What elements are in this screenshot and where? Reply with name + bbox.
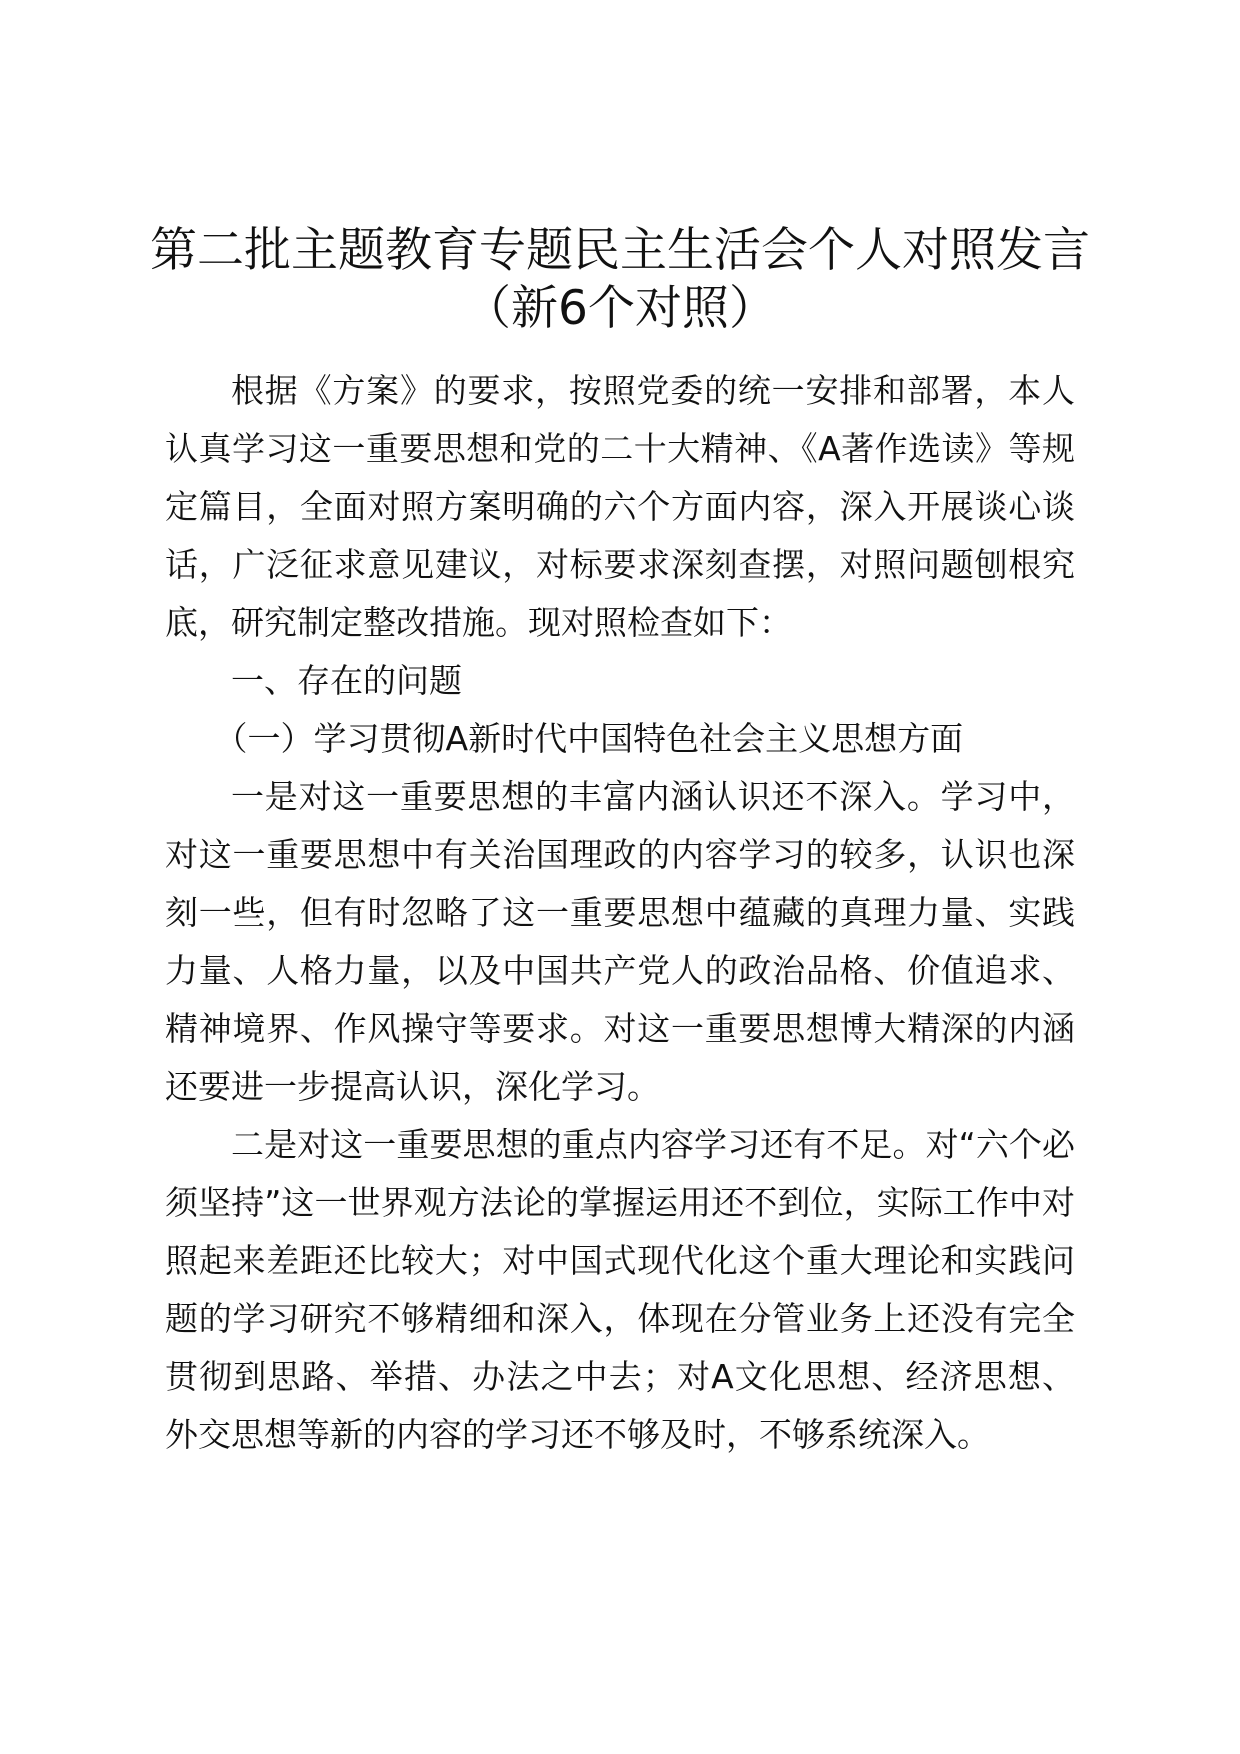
body-paragraph: 一是对这一重要思想的丰富内涵认识还不深入。学习中，对这一重要思想中有关治国理政的内容学习的较多，认识也深刻一些，但有时忽略了这一重要思想中蕴藏的真理力量、实践力量、人格力量，以及中国共产党人的政治品格、价值追求、精神境界、作风操守等要求。对这一重要思想博大精深的内涵还要进一步提高认识，深化学习。 [165,777,1075,1106]
title-line-1: 第二批主题教育专题民主生活会个人对照发言 [150,223,1090,278]
document-body [165,362,1075,1464]
body-paragraph: 二是对这一重要思想的重点内容学习还有不足。对“六个必须坚持”这一世界观方法论的掌握运用还不到位，实际工作中对照起来差距还比较大；对中国式现代化这个重大理论和实践问题的学习研究不够精细和深入，体现在分管业务上还没有完全贯彻到思路、举措、办法之中去；对A文化思想、经济思想、外交思想等新的内容的学习还不够及时，不够系统深入。 [165,1125,1075,1454]
subsection-heading: （一）学习贯彻A新时代中国特色社会主义思想方面 [214,719,964,758]
section-heading: 一、存在的问题 [231,661,462,700]
intro-paragraph: 根据《方案》的要求，按照党委的统一安排和部署，本人认真学习这一重要思想和党的二十大精神、《A著作选读》等规定篇目，全面对照方案明确的六个方面内容，深入开展谈心谈话，广泛征求意见建议，对标要求深刻查摆，对照问题刨根究底，研究制定整改措施。现对照检查如下： [165,371,1075,642]
title-line-2: （新6个对照） [464,281,776,336]
document-title [150,222,1090,338]
